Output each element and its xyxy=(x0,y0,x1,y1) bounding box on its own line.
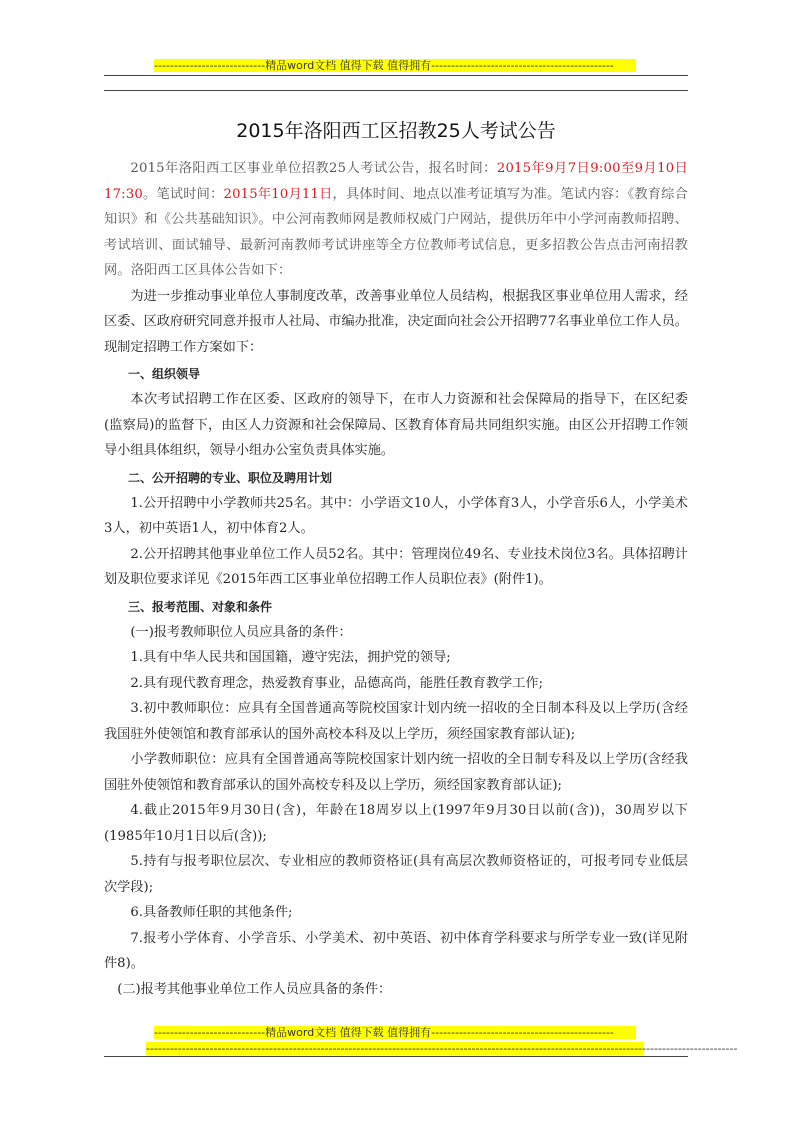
section-heading: 一、组织领导 xyxy=(128,367,201,381)
header-banner: ----------------------------精品word文档 值得下载 值得拥有---------------------------------------------- xyxy=(154,59,636,72)
intro-text-3: ，具体时间、地点以准考证填写为准。笔试内容：《教育综合知识》和《公共基础知识》。中公河南教师网是教师权威门户网站，提供历年中小学河南教师招聘、考试培训、面试辅导、最新河南教师考试讲座等全方位教师考试信息，更多招教公告点击河南招教网。洛阳西工区具体公告如下： xyxy=(104,186,688,278)
intro-paragraph xyxy=(104,156,688,284)
paragraph: 6.具备教师任职的其他条件; xyxy=(130,905,293,920)
paragraph: (二)报考其他事业单位工作人员应具备的条件： xyxy=(117,981,392,997)
header-rule-2 xyxy=(104,90,688,91)
paragraph: 为进一步推动事业单位人事制度改革，改善事业单位人员结构，根据我区事业单位用人需求，经区委、区政府研究同意并报市人社局、市编办批准，决定面向社会公开招聘77名事业单位工作人员。现制定招聘工作方案如下： xyxy=(104,288,688,355)
section-heading: 二、公开招聘的专业、职位及聘用计划 xyxy=(128,470,333,485)
paragraph: 3.初中教师职位：应具有全国普通高等院校国家计划内统一招收的全日制本科及以上学历(含经我国驻外使领馆和教育部承认的国外高校本科及以上学历，须经国家教育部认证); xyxy=(104,701,688,742)
paragraph: 4.截止2015年9月30日(含)，年龄在18周岁以上(1997年9月30日以前(含))，30周岁以下(1985年10月1日以后(含)); xyxy=(104,803,688,844)
paragraph: (一)报考教师职位人员应具备的条件： xyxy=(130,624,352,640)
registration-time: 2015年9月7日9:00至9月10日17:30 xyxy=(104,161,688,202)
footer-rule xyxy=(104,1056,688,1057)
paragraph: 7.报考小学体育、小学音乐、小学美术、初中英语、初中体育学科要求与所学专业一致(详见附件8)。 xyxy=(104,930,688,971)
paragraph: 本次考试招聘工作在区委、区政府的领导下，在市人力资源和社会保障局的指导下，在区纪委(监察局)的监督下，由区人力资源和社会保障局、区教育体育局共同组织实施。由区公开招聘工作领导小组具体组织，领导小组办公室负责具体实施。 xyxy=(104,392,688,458)
exam-time: 2015年10月11日 xyxy=(223,186,333,202)
paragraph: 2.具有现代教育理念，热爱教育事业，品德高尚，能胜任教育教学工作; xyxy=(130,675,544,691)
section-heading: 三、报考范围、对象和条件 xyxy=(128,599,273,614)
paragraph: 2.公开招聘其他事业单位工作人员52名。其中：管理岗位49名、专业技术岗位3名。具体招聘计划及职位要求详见《2015年西工区事业单位招聘工作人员职位表》(附件1)。 xyxy=(104,546,688,587)
paragraph: 5.持有与报考职位层次、专业相应的教师资格证(具有高层次教师资格证的，可报考同专业低层次学段); xyxy=(104,854,688,895)
paragraph: 小学教师职位：应具有全国普通高等院校国家计划内统一招收的全日制专科及以上学历(含经我国驻外使领馆和教育部承认的国外高校专科及以上学历，须经国家教育部认证); xyxy=(104,752,688,793)
document-body xyxy=(104,156,688,1002)
page-title: 2015年洛阳西工区招教25人考试公告 xyxy=(236,120,556,142)
paragraph: 1.公开招聘中小学教师共25名。其中：小学语文10人，小学体育3人，小学音乐6人，小学美术3人，初中英语1人，初中体育2人。 xyxy=(104,495,688,536)
footer-banner: ----------------------------精品word文档 值得下载 值得拥有---------------------------------------------- xyxy=(154,1026,636,1039)
intro-text-2: 。笔试时间： xyxy=(143,186,224,202)
intro-text-1: 2015年洛阳西工区事业单位招教25人考试公告，报名时间： xyxy=(130,161,497,176)
footer-banner-dashes: ----------------------------------------------------------------------------------------------------------------------------------------------------- xyxy=(146,1042,738,1055)
paragraph: 1.具有中华人民共和国国籍，遵守宪法，拥护党的领导; xyxy=(130,650,451,665)
header-rule xyxy=(104,75,688,76)
